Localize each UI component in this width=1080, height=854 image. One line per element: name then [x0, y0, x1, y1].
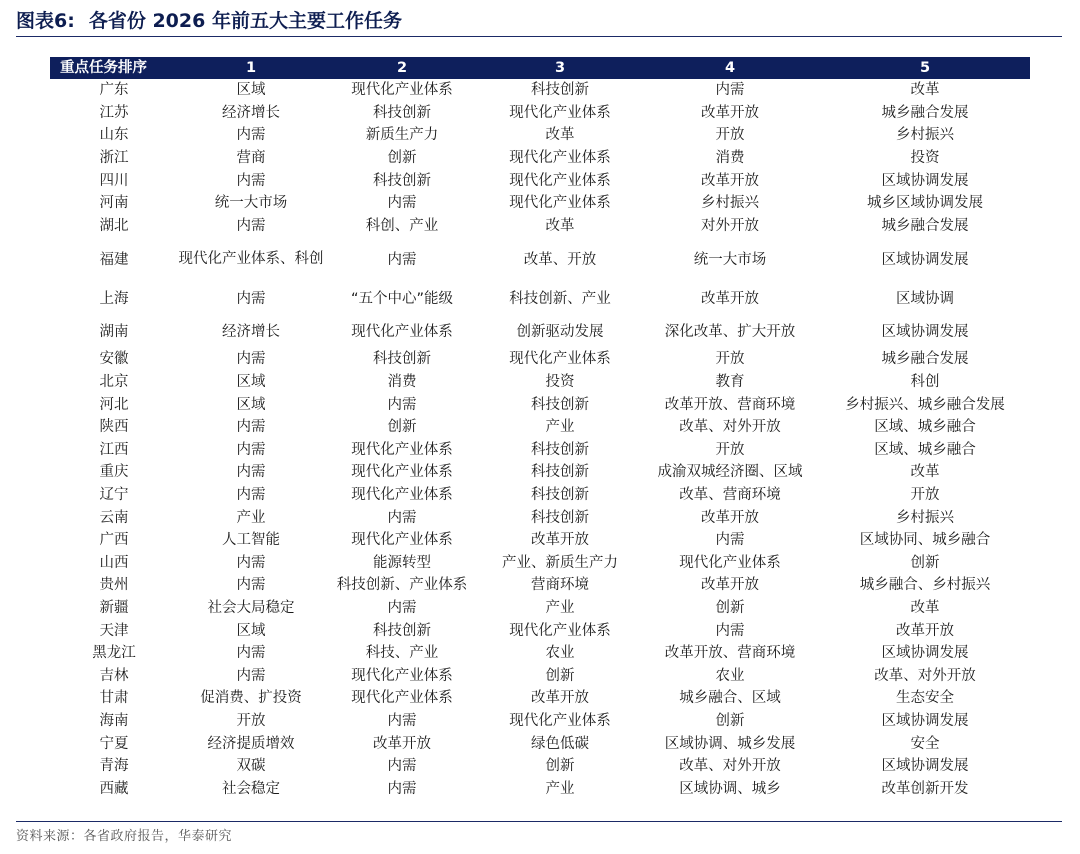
task-cell-4: 改革开放 — [701, 577, 759, 594]
task-cell-4: 开放 — [715, 351, 745, 368]
task-cell-2: 新质生产力 — [365, 127, 439, 144]
task-cell-5: 改革、对外开放 — [874, 667, 976, 684]
province-cell: 广东 — [99, 82, 129, 99]
figure-title-text: 各省份 2026 年前五大主要工作任务 — [88, 10, 402, 32]
table-row — [50, 371, 1030, 394]
table-row — [50, 439, 1030, 462]
task-cell-5: 城乡融合、乡村振兴 — [859, 577, 991, 594]
task-cell-4: 开放 — [715, 127, 745, 144]
task-cell-2: “五个中心”能级 — [350, 290, 454, 307]
task-cell-2: 现代化产业体系 — [351, 487, 453, 504]
task-cell-1: 社会大局稳定 — [207, 599, 295, 616]
task-cell-4: 城乡融合、区域 — [679, 690, 781, 707]
table-row — [50, 79, 1030, 102]
table-row — [50, 169, 1030, 192]
task-cell-4: 内需 — [715, 622, 745, 639]
task-cell-2: 现代化产业体系 — [351, 82, 453, 99]
province-cell: 福建 — [99, 251, 129, 268]
task-cell-2: 改革开放 — [373, 735, 431, 752]
header-task-rank: 重点任务排序 — [60, 60, 147, 76]
task-cell-4: 改革开放 — [701, 104, 759, 121]
task-cell-4: 对外开放 — [701, 217, 759, 234]
task-cell-4: 区域协调、城乡 — [679, 780, 781, 797]
task-cell-2: 创新 — [387, 419, 417, 436]
task-cell-2: 内需 — [387, 599, 417, 616]
task-cell-5: 区域协同、城乡融合 — [859, 532, 991, 549]
task-cell-5: 城乡融合发展 — [881, 351, 969, 368]
table-row — [50, 529, 1030, 552]
task-cell-2: 科技创新 — [373, 622, 431, 639]
task-cell-3: 现代化产业体系 — [509, 195, 611, 212]
table-row — [50, 282, 1030, 315]
task-cell-5: 改革 — [910, 464, 940, 481]
task-cell-5: 区域协调发展 — [881, 323, 969, 340]
task-cell-5: 改革 — [910, 82, 940, 99]
task-cell-1: 产业 — [236, 509, 266, 526]
table-row — [50, 215, 1030, 238]
table-row — [50, 484, 1030, 507]
task-cell-4: 教育 — [715, 374, 745, 391]
task-cell-3: 科技创新 — [531, 82, 589, 99]
task-cell-1: 经济增长 — [222, 323, 280, 340]
task-cell-4: 改革、对外开放 — [679, 419, 781, 436]
province-cell: 浙江 — [99, 150, 129, 167]
task-cell-5: 改革 — [910, 599, 940, 616]
header-rank-1: 1 — [245, 60, 257, 76]
task-cell-2: 内需 — [387, 509, 417, 526]
task-cell-3: 产业 — [545, 599, 575, 616]
province-cell: 重庆 — [99, 464, 129, 481]
table-row — [50, 348, 1030, 371]
task-cell-3: 投资 — [545, 374, 575, 391]
task-cell-5: 区域协调发展 — [881, 172, 969, 189]
task-cell-3: 科技创新 — [531, 487, 589, 504]
table-row — [50, 393, 1030, 416]
province-cell: 山东 — [99, 127, 129, 144]
task-cell-5: 投资 — [910, 150, 940, 167]
task-cell-1: 内需 — [236, 419, 266, 436]
table-row — [50, 506, 1030, 529]
task-cell-5: 区域协调发展 — [881, 758, 969, 775]
table-row — [50, 777, 1030, 800]
province-cell: 辽宁 — [99, 487, 129, 504]
province-cell: 河南 — [99, 195, 129, 212]
task-cell-3: 改革开放 — [531, 532, 589, 549]
task-cell-4: 区域协调、城乡发展 — [664, 735, 796, 752]
task-cell-1: 内需 — [236, 577, 266, 594]
task-cell-2: 现代化产业体系 — [351, 667, 453, 684]
task-cell-3: 现代化产业体系 — [509, 172, 611, 189]
table-row — [50, 552, 1030, 575]
task-cell-2: 现代化产业体系 — [351, 323, 453, 340]
province-cell: 山西 — [99, 554, 129, 571]
task-cell-3: 创新 — [545, 758, 575, 775]
task-cell-3: 现代化产业体系 — [509, 622, 611, 639]
task-cell-3: 创新 — [545, 667, 575, 684]
task-cell-3: 科技创新、产业 — [509, 290, 611, 307]
task-cell-4: 深化改革、扩大开放 — [664, 323, 796, 340]
task-cell-1: 人工智能 — [222, 532, 280, 549]
task-cell-1: 内需 — [236, 441, 266, 458]
task-cell-4: 改革开放、营商环境 — [664, 645, 796, 662]
table-header — [50, 57, 1030, 79]
province-cell: 天津 — [99, 622, 129, 639]
province-cell: 吉林 — [99, 667, 129, 684]
task-cell-5: 安全 — [910, 735, 940, 752]
task-cell-4: 改革开放、营商环境 — [664, 396, 796, 413]
task-cell-5: 区域协调发展 — [881, 645, 969, 662]
task-cell-5: 科创 — [910, 374, 940, 391]
table-row — [50, 124, 1030, 147]
task-cell-3: 科技创新 — [531, 509, 589, 526]
province-cell: 安徽 — [99, 351, 129, 368]
task-cell-3: 绿色低碳 — [531, 735, 589, 752]
task-cell-1: 营商 — [236, 150, 266, 167]
task-cell-3: 创新驱动发展 — [516, 323, 604, 340]
task-cell-2: 创新 — [387, 150, 417, 167]
task-cell-3: 科技创新 — [531, 441, 589, 458]
task-cell-3: 产业、新质生产力 — [502, 554, 618, 571]
task-cell-5: 改革创新开发 — [881, 780, 969, 797]
table-row — [50, 755, 1030, 778]
province-cell: 西藏 — [99, 780, 129, 797]
task-cell-2: 内需 — [387, 712, 417, 729]
table-row — [50, 192, 1030, 215]
task-cell-5: 城乡融合发展 — [881, 104, 969, 121]
table-row — [50, 732, 1030, 755]
figure-title — [16, 6, 402, 36]
task-cell-2: 科创、产业 — [365, 217, 439, 234]
task-cell-5: 区域协调发展 — [881, 712, 969, 729]
task-cell-3: 科技创新 — [531, 464, 589, 481]
province-cell: 宁夏 — [99, 735, 129, 752]
task-cell-4: 改革开放 — [701, 290, 759, 307]
table-header-row — [50, 57, 1030, 79]
table-row — [50, 687, 1030, 710]
task-cell-1: 促消费、扩投资 — [200, 690, 302, 707]
task-cell-2: 内需 — [387, 396, 417, 413]
task-cell-1: 内需 — [236, 667, 266, 684]
task-cell-1: 区域 — [236, 622, 266, 639]
table-row — [50, 416, 1030, 439]
task-cell-1: 内需 — [236, 554, 266, 571]
task-cell-1: 开放 — [236, 712, 266, 729]
table-row — [50, 642, 1030, 665]
task-cell-1: 内需 — [236, 172, 266, 189]
province-cell: 四川 — [99, 172, 129, 189]
task-cell-3: 现代化产业体系 — [509, 712, 611, 729]
province-cell: 甘肃 — [99, 690, 129, 707]
task-cell-4: 创新 — [715, 599, 745, 616]
task-cell-1: 统一大市场 — [214, 195, 288, 212]
header-rank-4: 4 — [724, 60, 736, 76]
province-cell: 黑龙江 — [92, 645, 136, 662]
task-cell-4: 改革开放 — [701, 509, 759, 526]
task-cell-2: 消费 — [387, 374, 417, 391]
task-cell-1: 区域 — [236, 374, 266, 391]
task-cell-3: 科技创新 — [531, 396, 589, 413]
task-cell-5: 乡村振兴 — [896, 127, 954, 144]
task-cell-2: 内需 — [387, 251, 417, 268]
task-cell-2: 内需 — [387, 195, 417, 212]
task-cell-4: 开放 — [715, 441, 745, 458]
task-cell-4: 改革、营商环境 — [679, 487, 781, 504]
table-row — [50, 664, 1030, 687]
task-cell-4: 内需 — [715, 532, 745, 549]
task-cell-4: 改革开放 — [701, 172, 759, 189]
task-cell-1: 内需 — [236, 217, 266, 234]
task-cell-1: 内需 — [236, 487, 266, 504]
task-cell-1: 内需 — [236, 127, 266, 144]
task-cell-4: 现代化产业体系 — [679, 554, 781, 571]
task-cell-1: 经济增长 — [222, 104, 280, 121]
task-cell-3: 产业 — [545, 419, 575, 436]
task-cell-1: 内需 — [236, 645, 266, 662]
task-cell-4: 成渝双城经济圈、区域 — [657, 464, 803, 481]
task-cell-2: 科技创新 — [373, 172, 431, 189]
task-cell-5: 区域协调发展 — [881, 251, 969, 268]
task-cell-2: 现代化产业体系 — [351, 532, 453, 549]
province-cell: 海南 — [99, 712, 129, 729]
task-cell-4: 统一大市场 — [693, 251, 767, 268]
task-cell-3: 改革 — [545, 127, 575, 144]
table-row — [50, 619, 1030, 642]
task-cell-4: 农业 — [715, 667, 745, 684]
task-cell-4: 内需 — [715, 82, 745, 99]
task-cell-5: 生态安全 — [896, 690, 954, 707]
task-cell-2: 内需 — [387, 758, 417, 775]
task-cell-4: 创新 — [715, 712, 745, 729]
task-cell-5: 区域、城乡融合 — [874, 441, 976, 458]
task-cell-1: 现代化产业体系、科创 — [178, 251, 324, 268]
task-cell-1: 内需 — [236, 290, 266, 307]
task-cell-3: 产业 — [545, 780, 575, 797]
task-cell-3: 改革开放 — [531, 690, 589, 707]
task-cell-4: 消费 — [715, 150, 745, 167]
task-cell-3: 农业 — [545, 645, 575, 662]
task-cell-4: 改革、对外开放 — [679, 758, 781, 775]
table-row — [50, 147, 1030, 170]
tasks-table — [50, 57, 1030, 800]
task-cell-2: 科技创新 — [373, 351, 431, 368]
task-cell-5: 区域协调 — [896, 290, 954, 307]
table-row — [50, 315, 1030, 348]
task-cell-5: 创新 — [910, 554, 940, 571]
task-cell-1: 区域 — [236, 82, 266, 99]
task-cell-2: 内需 — [387, 780, 417, 797]
province-cell: 陕西 — [99, 419, 129, 436]
province-cell: 青海 — [99, 758, 129, 775]
task-cell-3: 现代化产业体系 — [509, 104, 611, 121]
task-cell-5: 城乡区域协调发展 — [867, 195, 983, 212]
table-row — [50, 574, 1030, 597]
province-cell: 贵州 — [99, 577, 129, 594]
top-rule — [16, 36, 1062, 37]
task-cell-3: 改革、开放 — [523, 251, 597, 268]
task-cell-5: 乡村振兴 — [896, 509, 954, 526]
province-cell: 上海 — [99, 290, 129, 307]
task-cell-1: 双碳 — [236, 758, 266, 775]
task-cell-3: 改革 — [545, 217, 575, 234]
figure-number: 图表6: — [16, 10, 75, 32]
task-cell-1: 经济提质增效 — [207, 735, 295, 752]
table-row — [50, 710, 1030, 733]
task-cell-1: 社会稳定 — [222, 780, 280, 797]
province-cell: 湖南 — [99, 323, 129, 340]
task-cell-2: 现代化产业体系 — [351, 464, 453, 481]
province-cell: 江苏 — [99, 104, 129, 121]
task-cell-3: 现代化产业体系 — [509, 150, 611, 167]
task-cell-2: 科技创新、产业体系 — [336, 577, 468, 594]
province-cell: 广西 — [99, 532, 129, 549]
table-row — [50, 102, 1030, 125]
task-cell-5: 开放 — [910, 487, 940, 504]
task-cell-5: 城乡融合发展 — [881, 217, 969, 234]
task-cell-2: 科技、产业 — [365, 645, 439, 662]
province-cell: 新疆 — [99, 599, 129, 616]
task-cell-4: 乡村振兴 — [701, 195, 759, 212]
header-rank-5: 5 — [919, 60, 931, 76]
task-cell-5: 改革开放 — [896, 622, 954, 639]
province-cell: 湖北 — [99, 217, 129, 234]
table-row — [50, 461, 1030, 484]
source-note: 资料来源：各省政府报告，华泰研究 — [16, 829, 233, 844]
task-cell-3: 营商环境 — [531, 577, 589, 594]
province-cell: 江西 — [99, 441, 129, 458]
task-cell-3: 现代化产业体系 — [509, 351, 611, 368]
task-cell-1: 内需 — [236, 464, 266, 481]
task-cell-5: 区域、城乡融合 — [874, 419, 976, 436]
task-cell-1: 区域 — [236, 396, 266, 413]
table-row — [50, 597, 1030, 620]
task-cell-1: 内需 — [236, 351, 266, 368]
task-cell-2: 科技创新 — [373, 104, 431, 121]
bottom-rule — [16, 821, 1062, 822]
task-cell-2: 能源转型 — [373, 554, 431, 571]
task-cell-2: 现代化产业体系 — [351, 441, 453, 458]
province-cell: 北京 — [99, 374, 129, 391]
province-cell: 河北 — [99, 396, 129, 413]
header-rank-3: 3 — [554, 60, 566, 76]
table-body — [50, 79, 1030, 800]
task-cell-2: 现代化产业体系 — [351, 690, 453, 707]
task-cell-5: 乡村振兴、城乡融合发展 — [845, 396, 1005, 413]
table-row — [50, 237, 1030, 282]
province-cell: 云南 — [99, 509, 129, 526]
header-rank-2: 2 — [396, 60, 408, 76]
